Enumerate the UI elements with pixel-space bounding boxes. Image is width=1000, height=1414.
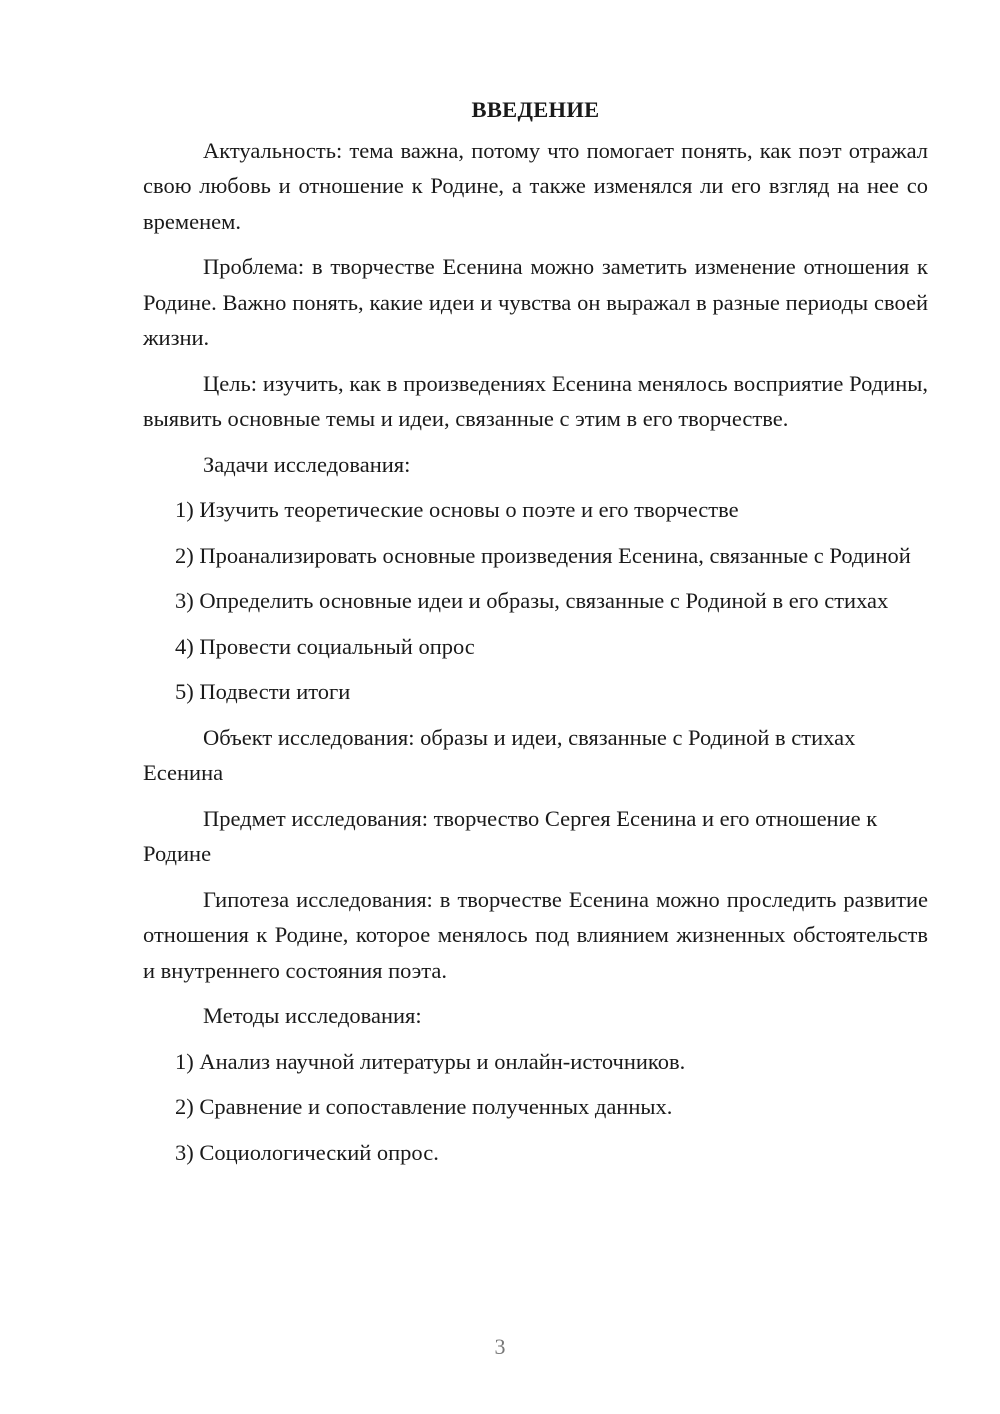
- goal-paragraph: Цель: изучить, как в произведениях Есенина менялось восприятие Родины, выявить основные темы и идеи, связанные с этим в его творчестве.: [143, 370, 928, 431]
- page-number: 3: [494, 1334, 506, 1359]
- task-item: 2) Проанализировать основные произведения Есенина, связанные с Родиной: [175, 542, 911, 568]
- subject-paragraph: Предмет исследования: творчество Сергея Есенина и его отношение к Родине: [143, 805, 878, 866]
- task-item: 5) Подвести итоги: [175, 679, 351, 704]
- method-item: 1) Анализ научной литературы и онлайн-источников.: [175, 1048, 686, 1074]
- section-title: ВВЕДЕНИЕ: [471, 97, 600, 122]
- tasks-heading: Задачи исследования:: [203, 451, 411, 477]
- method-item: 2) Сравнение и сопоставление полученных данных.: [175, 1094, 673, 1119]
- problem-paragraph: Проблема: в творчестве Есенина можно заметить изменение отношения к Родине. Важно понять, какие идеи и чувства он выражал в разные периоды своей жизни.: [143, 254, 928, 350]
- task-item: 3) Определить основные идеи и образы, связанные с Родиной в его стихах: [175, 588, 889, 613]
- object-paragraph: Объект исследования: образы и идеи, связанные с Родиной в стихах Есенина: [143, 724, 856, 785]
- task-item: 4) Провести социальный опрос: [175, 633, 475, 659]
- hypothesis-paragraph: Гипотеза исследования: в творчестве Есенина можно проследить развитие отношения к Родине, которое менялось под влиянием жизненных обстоятельств и внутреннего состояния поэта.: [143, 886, 928, 983]
- method-item: 3) Социологический опрос.: [175, 1139, 439, 1165]
- methods-heading: Методы исследования:: [203, 1003, 422, 1028]
- document-body: [143, 92, 928, 1180]
- relevance-paragraph: Актуальность: тема важна, потому что помогает понять, как поэт отражал свою любовь и отношение к Родине, а также изменялся ли его взгляд на нее со временем.: [143, 137, 928, 234]
- task-item: 1) Изучить теоретические основы о поэте и его творчестве: [175, 497, 739, 522]
